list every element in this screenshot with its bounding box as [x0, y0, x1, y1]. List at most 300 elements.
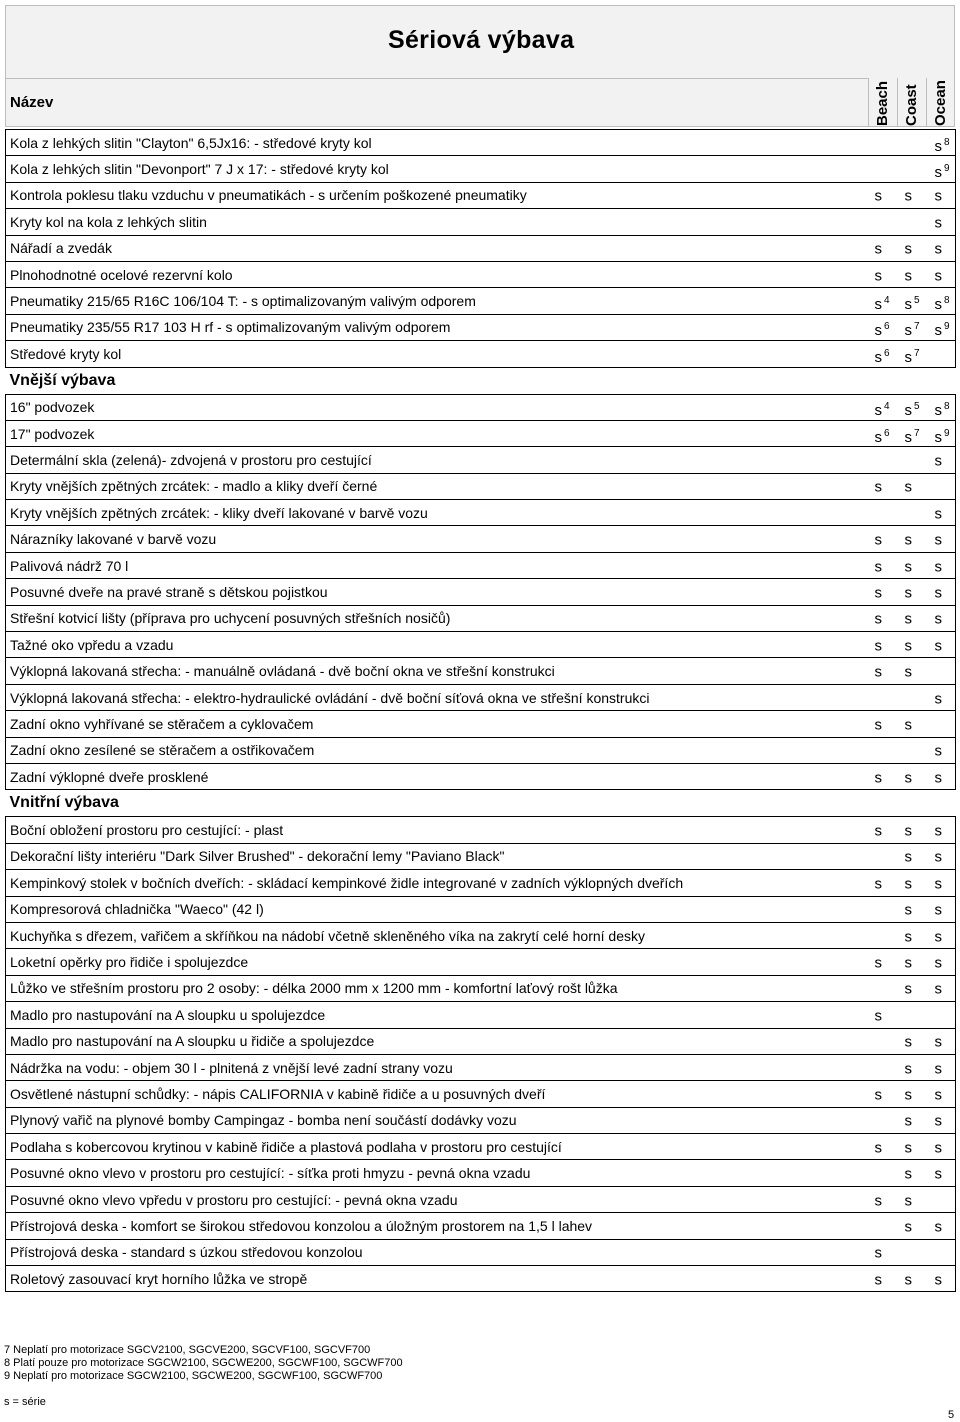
- standard-mark: s: [874, 716, 882, 734]
- table-row: [6, 447, 956, 473]
- table-row: [6, 922, 956, 948]
- standard-mark: s: [934, 689, 942, 707]
- equipment-name: Nářadí a zvedák: [6, 235, 869, 261]
- standard-mark: s: [934, 769, 942, 787]
- table-row: [6, 1081, 956, 1107]
- model-header-coast: Coast: [903, 84, 920, 126]
- availability-mark: [935, 1273, 943, 1287]
- table-row: [6, 817, 956, 843]
- standard-mark: s: [934, 267, 942, 285]
- table-row: [6, 235, 956, 261]
- availability-mark: [934, 901, 943, 919]
- availability-mark: [934, 1033, 943, 1051]
- availability-mark: [875, 1141, 883, 1155]
- availability-mark: [875, 639, 883, 653]
- column-divider: [897, 78, 898, 127]
- standard-mark: s: [934, 875, 942, 893]
- availability-mark: [935, 956, 943, 970]
- availability-mark: [904, 1191, 913, 1209]
- availability-mark: [935, 216, 943, 230]
- availability-mark: [935, 426, 950, 444]
- availability-cell: [869, 1002, 956, 1028]
- footnote-ref: 8: [944, 136, 950, 148]
- equipment-name: Zadní okno zesílené se stěračem a ostřikovačem: [6, 737, 869, 763]
- standard-mark: s: [904, 1059, 912, 1077]
- availability-mark: [904, 1059, 913, 1077]
- standard-mark: s: [874, 240, 882, 258]
- availability-mark: [935, 1141, 943, 1155]
- standard-mark: s: [904, 637, 912, 655]
- availability-mark: [875, 718, 883, 732]
- equipment-name: Dekorační lišty interiéru "Dark Silver Brushed" - dekorační lemy "Paviano Black": [6, 843, 869, 869]
- availability-mark: [935, 507, 943, 521]
- standard-mark: s: [934, 322, 942, 340]
- table-row: [6, 870, 956, 896]
- availability-mark: [874, 1244, 883, 1262]
- table-row: [6, 1107, 956, 1133]
- table-row: [6, 526, 956, 552]
- equipment-name: Kola z lehkých slitin "Clayton" 6,5Jx16: - středové kryty kol: [6, 130, 869, 156]
- table-row: [6, 552, 956, 578]
- standard-mark: s: [904, 531, 912, 549]
- availability-mark: [905, 877, 913, 891]
- standard-mark: s: [874, 557, 882, 575]
- equipment-name: Kryty vnějších zpětných zrcátek: - kliky dveří lakované v barvě vozu: [6, 500, 869, 526]
- standard-mark: s: [904, 402, 912, 420]
- footnote-ref: 6: [884, 427, 890, 439]
- availability-cell: [869, 579, 956, 605]
- standard-mark: s: [874, 402, 882, 420]
- standard-mark: s: [904, 1033, 912, 1051]
- availability-cell: [869, 130, 956, 156]
- availability-mark: [904, 240, 913, 258]
- standard-mark: s: [904, 478, 912, 496]
- availability-mark: [905, 824, 913, 838]
- availability-mark: [935, 639, 943, 653]
- standard-mark: s: [934, 187, 942, 205]
- standard-mark: s: [934, 637, 942, 655]
- standard-mark: s: [874, 267, 882, 285]
- equipment-name: Podlaha s kobercovou krytinou v kabině řidiče a plastová podlaha v prostoru pro cestující: [6, 1134, 869, 1160]
- table-row: [6, 130, 956, 156]
- availability-cell: [869, 261, 956, 287]
- equipment-name: Determální skla (zelená)- zdvojená v prostoru pro cestující: [6, 447, 869, 473]
- standard-mark: s: [934, 214, 942, 232]
- availability-cell: [869, 394, 956, 420]
- availability-cell: [869, 737, 956, 763]
- availability-mark: [935, 586, 943, 600]
- header-divider: [5, 78, 868, 79]
- standard-mark: s: [934, 954, 942, 972]
- standard-mark: s: [904, 1112, 912, 1130]
- equipment-name: Posuvné okno vlevo v prostoru pro cestující: - síťka proti hmyzu - pevná okna vzadu: [6, 1160, 869, 1186]
- footnote-ref: 9: [944, 427, 950, 439]
- equipment-name: Střešní kotvicí lišty (příprava pro uchycení posuvných střešních nosičů): [6, 605, 869, 631]
- standard-mark: s: [874, 769, 882, 787]
- availability-mark: [904, 610, 913, 628]
- availability-mark: [934, 531, 943, 549]
- availability-mark: [905, 956, 913, 970]
- table-row: [6, 261, 956, 287]
- availability-mark: [905, 400, 920, 418]
- standard-mark: s: [874, 610, 882, 628]
- standard-mark: s: [874, 1086, 882, 1104]
- availability-mark: [905, 930, 913, 944]
- standard-mark: s: [934, 742, 942, 760]
- availability-cell: [869, 500, 956, 526]
- table-row: [6, 1239, 956, 1265]
- table-row: [6, 1134, 956, 1160]
- availability-mark: [875, 294, 890, 312]
- standard-mark: s: [874, 322, 882, 340]
- equipment-name: Lůžko ve střešním prostoru pro 2 osoby: - délka 2000 mm x 1200 mm - komfortní laťový rošt lůžka: [6, 975, 869, 1001]
- equipment-name: Nádržka na vodu: - objem 30 l - plnitená z vnější levé zadní strany vozu: [6, 1054, 869, 1080]
- standard-mark: s: [904, 901, 912, 919]
- availability-mark: [934, 610, 943, 628]
- standard-mark: s: [934, 928, 942, 946]
- availability-mark: [875, 269, 883, 283]
- availability-mark: [935, 269, 943, 283]
- availability-mark: [905, 347, 920, 365]
- availability-mark: [874, 478, 883, 496]
- availability-mark: [905, 320, 920, 338]
- availability-mark: [935, 162, 950, 180]
- availability-mark: [904, 1165, 913, 1183]
- name-column-header: Název: [10, 94, 54, 111]
- column-divider: [926, 78, 927, 127]
- availability-mark: [904, 901, 913, 919]
- table-row: [6, 896, 956, 922]
- availability-mark: [935, 294, 950, 312]
- table-row: [6, 1266, 956, 1292]
- availability-mark: [904, 1112, 913, 1130]
- model-header-ocean: Ocean: [932, 80, 949, 126]
- footnote-ref: 7: [914, 427, 920, 439]
- standard-mark: s: [874, 1271, 882, 1289]
- equipment-name: Plynový vařič na plynové bomby Campingaz - bomba není součástí dodávky vozu: [6, 1107, 869, 1133]
- standard-mark: s: [874, 875, 882, 893]
- table-row: [6, 1160, 956, 1186]
- availability-mark: [905, 718, 913, 732]
- equipment-name: Kryty vnějších zpětných zrcátek: - madlo a kliky dveří černé: [6, 473, 869, 499]
- standard-mark: s: [934, 428, 942, 446]
- availability-cell: [869, 922, 956, 948]
- table-row: [6, 1028, 956, 1054]
- standard-mark: s: [934, 980, 942, 998]
- availability-mark: [874, 240, 883, 258]
- availability-mark: [904, 187, 913, 205]
- availability-mark: [934, 980, 943, 998]
- standard-mark: s: [904, 769, 912, 787]
- standard-mark: s: [934, 584, 942, 602]
- equipment-name: Pneumatiky 235/55 R17 103 H rf - s optimalizovaným valivým odporem: [6, 314, 869, 340]
- table-row: [6, 949, 956, 975]
- availability-mark: [875, 824, 883, 838]
- standard-mark: s: [874, 1191, 882, 1209]
- header-box: [5, 5, 955, 127]
- availability-mark: [904, 531, 913, 549]
- availability-mark: [904, 1033, 913, 1051]
- availability-mark: [935, 824, 943, 838]
- availability-mark: [875, 1009, 883, 1023]
- equipment-name: Madlo pro nastupování na A sloupku u řidiče a spolujezdce: [6, 1028, 869, 1054]
- standard-mark: s: [904, 187, 912, 205]
- availability-cell: [869, 1213, 956, 1239]
- equipment-name: Kuchyňka s dřezem, vařičem a skříňkou na nádobí včetně skleněného víka na zakrytí celé horní desky: [6, 922, 869, 948]
- table-row: [6, 632, 956, 658]
- availability-mark: [934, 557, 943, 575]
- standard-mark: s: [904, 1165, 912, 1183]
- standard-mark: s: [934, 1165, 942, 1183]
- availability-mark: [934, 848, 943, 866]
- availability-mark: [935, 1088, 943, 1102]
- availability-cell: [869, 1054, 956, 1080]
- footnote: 7 Neplatí pro motorizace SGCV2100, SGCVE200, SGCVF100, SGCVF700: [4, 1344, 371, 1356]
- equipment-name: Tažné oko vpředu a vzadu: [6, 632, 869, 658]
- equipment-name: Roletový zasouvací kryt horního lůžka ve stropě: [6, 1266, 869, 1292]
- availability-cell: [869, 1186, 956, 1212]
- availability-mark: [934, 742, 943, 760]
- availability-mark: [904, 478, 913, 496]
- table-row: [6, 341, 956, 367]
- standard-mark: s: [874, 584, 882, 602]
- equipment-name: Posuvné dveře na pravé straně s dětskou pojistkou: [6, 579, 869, 605]
- standard-mark: s: [934, 901, 942, 919]
- availability-mark: [875, 1273, 883, 1287]
- table-row: [6, 394, 956, 420]
- standard-mark: s: [874, 1139, 882, 1157]
- availability-mark: [875, 877, 883, 891]
- equipment-name: Kryty kol na kola z lehkých slitin: [6, 209, 869, 235]
- availability-cell: [869, 314, 956, 340]
- standard-mark: s: [874, 348, 882, 366]
- footnote-ref: 9: [944, 162, 950, 174]
- footnote-ref: 7: [914, 321, 920, 333]
- table-row: [6, 1054, 956, 1080]
- availability-mark: [874, 187, 883, 205]
- availability-mark: [934, 240, 943, 258]
- availability-cell: [869, 605, 956, 631]
- footnote-ref: 8: [944, 401, 950, 413]
- availability-cell: [869, 182, 956, 208]
- availability-mark: [935, 400, 950, 418]
- availability-mark: [874, 663, 883, 681]
- availability-mark: [875, 586, 883, 600]
- equipment-name: Přístrojová deska - standard s úzkou středovou konzolou: [6, 1239, 869, 1265]
- equipment-name: Osvětlené nástupní schůdky: - nápis CALIFORNIA v kabině řidiče a u posuvných dveří: [6, 1081, 869, 1107]
- availability-cell: [869, 763, 956, 789]
- footnote-ref: 5: [914, 401, 920, 413]
- table-row: [6, 1186, 956, 1212]
- table-row: [6, 579, 956, 605]
- availability-mark: [905, 1220, 913, 1234]
- availability-cell: [869, 1239, 956, 1265]
- standard-mark: s: [904, 428, 912, 446]
- availability-mark: [905, 1141, 913, 1155]
- standard-mark: s: [904, 584, 912, 602]
- footnote-ref: 7: [914, 347, 920, 359]
- availability-mark: [904, 848, 913, 866]
- section-heading: Vnější výbava: [9, 371, 116, 389]
- availability-mark: [875, 320, 890, 338]
- standard-mark: s: [904, 875, 912, 893]
- equipment-name: Zadní výklopné dveře prosklené: [6, 763, 869, 789]
- availability-mark: [905, 1088, 913, 1102]
- availability-mark: [875, 400, 890, 418]
- standard-mark: s: [904, 848, 912, 866]
- table-row: [6, 605, 956, 631]
- table-row: [6, 288, 956, 314]
- standard-mark: s: [934, 1271, 942, 1289]
- availability-mark: [905, 1273, 913, 1287]
- table-row: [6, 473, 956, 499]
- availability-mark: [874, 1191, 883, 1209]
- equipment-name: Středové kryty kol: [6, 341, 869, 367]
- standard-mark: s: [934, 557, 942, 575]
- availability-mark: [875, 771, 883, 785]
- table-row: [6, 975, 956, 1001]
- availability-mark: [905, 639, 913, 653]
- standard-mark: s: [934, 1218, 942, 1236]
- availability-mark: [875, 956, 883, 970]
- equipment-name: Kempinkový stolek v bočních dveřích: - skládací kempinkové židle integrované v zadních výklopných dveřích: [6, 870, 869, 896]
- standard-mark: s: [904, 663, 912, 681]
- availability-cell: [869, 420, 956, 446]
- availability-mark: [905, 269, 913, 283]
- footnote: 9 Neplatí pro motorizace SGCW2100, SGCWE200, SGCWF100, SGCWF700: [4, 1370, 383, 1382]
- availability-mark: [935, 1220, 943, 1234]
- legend: s = série: [4, 1396, 46, 1408]
- availability-mark: [905, 294, 920, 312]
- standard-mark: s: [904, 980, 912, 998]
- table-row: [6, 711, 956, 737]
- footnote-ref: 5: [914, 294, 920, 306]
- footnote-ref: 6: [884, 347, 890, 359]
- standard-mark: s: [934, 610, 942, 628]
- availability-cell: [869, 552, 956, 578]
- availability-cell: [869, 526, 956, 552]
- equipment-name: Loketní opěrky pro řidiče i spolujezdce: [6, 949, 869, 975]
- table-row: [6, 737, 956, 763]
- standard-mark: s: [934, 240, 942, 258]
- availability-mark: [935, 135, 950, 153]
- standard-mark: s: [904, 716, 912, 734]
- standard-mark: s: [934, 452, 942, 470]
- availability-mark: [904, 980, 913, 998]
- equipment-name: Přístrojová deska - komfort se širokou středovou konzolou a úložným prostorem na 1,5 l lahev: [6, 1213, 869, 1239]
- model-header-beach: Beach: [874, 80, 891, 126]
- standard-mark: s: [934, 531, 942, 549]
- availability-cell: [869, 843, 956, 869]
- equipment-name: Madlo pro nastupování na A sloupku u spolujezdce: [6, 1002, 869, 1028]
- column-divider: [868, 78, 869, 127]
- standard-mark: s: [934, 137, 942, 155]
- equipment-name: Výklopná lakovaná střecha: - manuálně ovládaná - dvě boční okna ve střešní konstrukci: [6, 658, 869, 684]
- standard-mark: s: [874, 478, 882, 496]
- availability-cell: [869, 632, 956, 658]
- equipment-name: Kontrola poklesu tlaku vzduchu v pneumatikách - s určením poškozené pneumatiky: [6, 182, 869, 208]
- footnote: 8 Platí pouze pro motorizace SGCW2100, SGCWE200, SGCWF100, SGCWF700: [4, 1357, 403, 1369]
- footnote-ref: 6: [884, 321, 890, 333]
- availability-cell: [869, 209, 956, 235]
- availability-cell: [869, 1160, 956, 1186]
- availability-mark: [934, 1059, 943, 1077]
- availability-mark: [875, 347, 890, 365]
- equipment-name: 16" podvozek: [6, 394, 869, 420]
- standard-mark: s: [934, 295, 942, 313]
- availability-mark: [935, 454, 943, 468]
- standard-mark: s: [874, 428, 882, 446]
- table-row: [6, 1213, 956, 1239]
- equipment-name: Palivová nádrž 70 l: [6, 552, 869, 578]
- availability-cell: [869, 817, 956, 843]
- footnote-ref: 9: [944, 321, 950, 333]
- equipment-name: 17" podvozek: [6, 420, 869, 446]
- standard-mark: s: [904, 240, 912, 258]
- standard-mark: s: [904, 322, 912, 340]
- standard-mark: s: [874, 1244, 882, 1262]
- equipment-name: Kompresorová chladnička "Waeco" (42 l): [6, 896, 869, 922]
- availability-cell: [869, 711, 956, 737]
- availability-mark: [934, 1112, 943, 1130]
- availability-cell: [869, 473, 956, 499]
- standard-mark: s: [934, 822, 942, 840]
- standard-mark: s: [874, 1007, 882, 1025]
- footnote-ref: 4: [884, 294, 890, 306]
- table-row: [6, 156, 956, 182]
- availability-mark: [935, 877, 943, 891]
- table-row: [6, 182, 956, 208]
- table-row: [6, 763, 956, 789]
- standard-mark: s: [904, 954, 912, 972]
- availability-cell: [869, 949, 956, 975]
- table-row: [6, 843, 956, 869]
- standard-mark: s: [904, 267, 912, 285]
- availability-mark: [874, 610, 883, 628]
- standard-mark: s: [934, 1139, 942, 1157]
- availability-cell: [869, 870, 956, 896]
- availability-cell: [869, 156, 956, 182]
- availability-cell: [869, 235, 956, 261]
- availability-mark: [904, 663, 913, 681]
- standard-mark: s: [904, 1271, 912, 1289]
- table-row: [6, 1002, 956, 1028]
- availability-mark: [875, 426, 890, 444]
- availability-mark: [874, 531, 883, 549]
- table-row: [6, 209, 956, 235]
- table-row: [6, 420, 956, 446]
- availability-cell: [869, 658, 956, 684]
- availability-mark: [905, 426, 920, 444]
- equipment-name: Zadní okno vyhřívané se stěračem a cyklovačem: [6, 711, 869, 737]
- standard-mark: s: [904, 928, 912, 946]
- availability-mark: [904, 557, 913, 575]
- table-row: [6, 314, 956, 340]
- availability-cell: [869, 975, 956, 1001]
- standard-mark: s: [934, 1059, 942, 1077]
- availability-cell: [869, 1266, 956, 1292]
- standard-mark: s: [934, 1086, 942, 1104]
- page-number: 5: [948, 1409, 955, 1421]
- standard-mark: s: [934, 163, 942, 181]
- table-row: [6, 658, 956, 684]
- availability-mark: [935, 771, 943, 785]
- availability-mark: [875, 1088, 883, 1102]
- availability-cell: [869, 1107, 956, 1133]
- standard-mark: s: [934, 1112, 942, 1130]
- availability-mark: [934, 689, 943, 707]
- standard-mark: s: [874, 954, 882, 972]
